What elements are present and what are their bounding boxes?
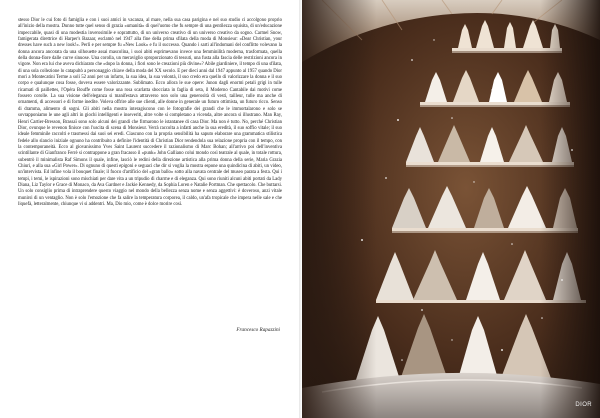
exhibition-photo [302,0,600,418]
text-page [0,0,299,418]
article-body: stesso Dior le cui foto di famiglia e con i suoi amici in vacanza, al mare, nella sua casa parigina e nel suo studio ci accolgono proprio all'inizio della mostra. Dunno tutte quel senso di grazia «umanità» di quel'uomo che fu sempre di una gentilezza squisita, di un'educazione impeccabile, quasi di una modestia inverosimile e soprattutto, di un universo creativo di un universo creativo da sogno. Carmel Snow, famigerata direttrice di Harper's Bazaar, esclamò nel 1947 alla fine della prima sfilata della moda di Monsieur: «Dear Christian, your dresses have such a new look!». Perlì e per sempre fu «New Look» e fu il successo. Quando i sarti all'indomani del conflitto volevano la donna ancora ancorata da una silhouette assai mascolina, i suoi abiti esprimevano invece una femminilità moderna, trasformata, quella della donna-fiore dalle curve sinuose. Una corolla, un meraviglio sproporzionato di tessuti, una fusta alla fascia delle restrizioni ancora in vigore. Non era lui che aveva dichiarato che «dopo la donna, i fiori sono le creazioni più divine»? Abile giardiniere, il tempo di una sfilata, di una sola collezione lo catapultò a personaggio chiave della moda del XX secolo. E per dieci anni dal 1947 appunto al 1957 quando Dior morì a Montecatini Terme a soli 52 anni per un infarto, la sua idea, la sua volontà, il suo credo era quello di valorizzare la donna e il suo corpo e qualunque cosa fosse, doveva essere valorizzante. Sublimato. Ecco allora le sue opere: Junon dagli enormi petali grigi in tulle ricamati di paillettes, l'Opéra Bouffe come fosse una rosa scarlatta sbocciata in faglia di seta, il Moderno Cantabile dai motivi come fossero corolle. La sua visione dell'eleganza si manifestava attraverso non solo una generosità di vesti, tailleur, tulle ma anche di ornamenti, di accessori e di forme inedite. Voleva offrire alle sue clienti, alle donne in generale un futuro ottimista, un futuro ricco. Senso di dramma, alimento di sogni. Gli abiti nella mostra interagiscono con le fotografie dei grandi che le immortalarono e solo se sovrapponiamo le une agli altri in giochi intelligenti e inseveriti, altre volte si completano a vicenda, altre ancora si illustrano. Man Ray, Henri Cartier-Bresson, Brassaï sono solo alcuni dei grandi che firmarono le istantanee di casa Dior. Ma non è tutto. No, perché Christian Dior, ovunque le revenon finisce con l'uscita di scena di Monsieur. Verrà raccolta a infatti anche la sua eredità, il suo soffio vitale; il suo ideale femminile raccolti e trasmessi dai suoi sei eredi. Ciascuno con la propria sensibilità ha saputo elaborare una grammatica stilistica fedele allo slancio iniziale ognuno ha contribuito a definire l'identità di Christian Dior rendendola sua relazione propria con il tempo, con la contemporaneità. Ecco al giovanissimo Yves Saint Laurent succedere il razionalismo di Marc Bohan; all'arrivo poi dell'inventiva scintillante di Gianfranco Ferrè si contrappone a gran fracasso il «punk» John Galliano colui mondo così teatrale al quale, in totale rottura, subentrò il minimalista Raf Simons il quale, infine, lasciò le redini della direzione artistica alla prima donna della serie, Maria Grazia Chiuri, e alla sua «Girl Power». Di ognuno di questi epigoni e seguaci che dir si voglia la mostra espone una quindicina di abiti, un video, un'intervista. Ed infine vola il bouquet finale; il fuoco d'artificio del «gran ballo» sotto alla navata centrale del museo parata a festa. Qui i tempi, i temi, le ispirazioni sono mischiati per dare vita a un tripudio di charme e di eleganza. Qui sono riuniti alcuni abiti portati da Lady Diana, Liz Taylor e Grace di Monaco, da Ava Gardner e Jackie Kennedy, da Sophia Loren e Natalie Portman. Che spettacolo. Che buttarsi. Un solo consiglio prima di intraprendere questo viaggio nel mondo della bellezza senza nome e senza aggettivi: è doveroso, anzi vitale munirsi di un ventaglio. Non è solo l'emozione che fa salire la temperatura corporea, il caldo, un'afa tropicale che impera nelle sale e che liquefà, letteralmente, chiunque vi si addentri. Ma, Dio mio, come è dolce morire così. [18,18,282,207]
exhibition-photo-illustration [302,0,600,418]
article-author: Francesco Rapazzini [236,327,280,333]
photo-caption: DIOR [575,402,592,408]
